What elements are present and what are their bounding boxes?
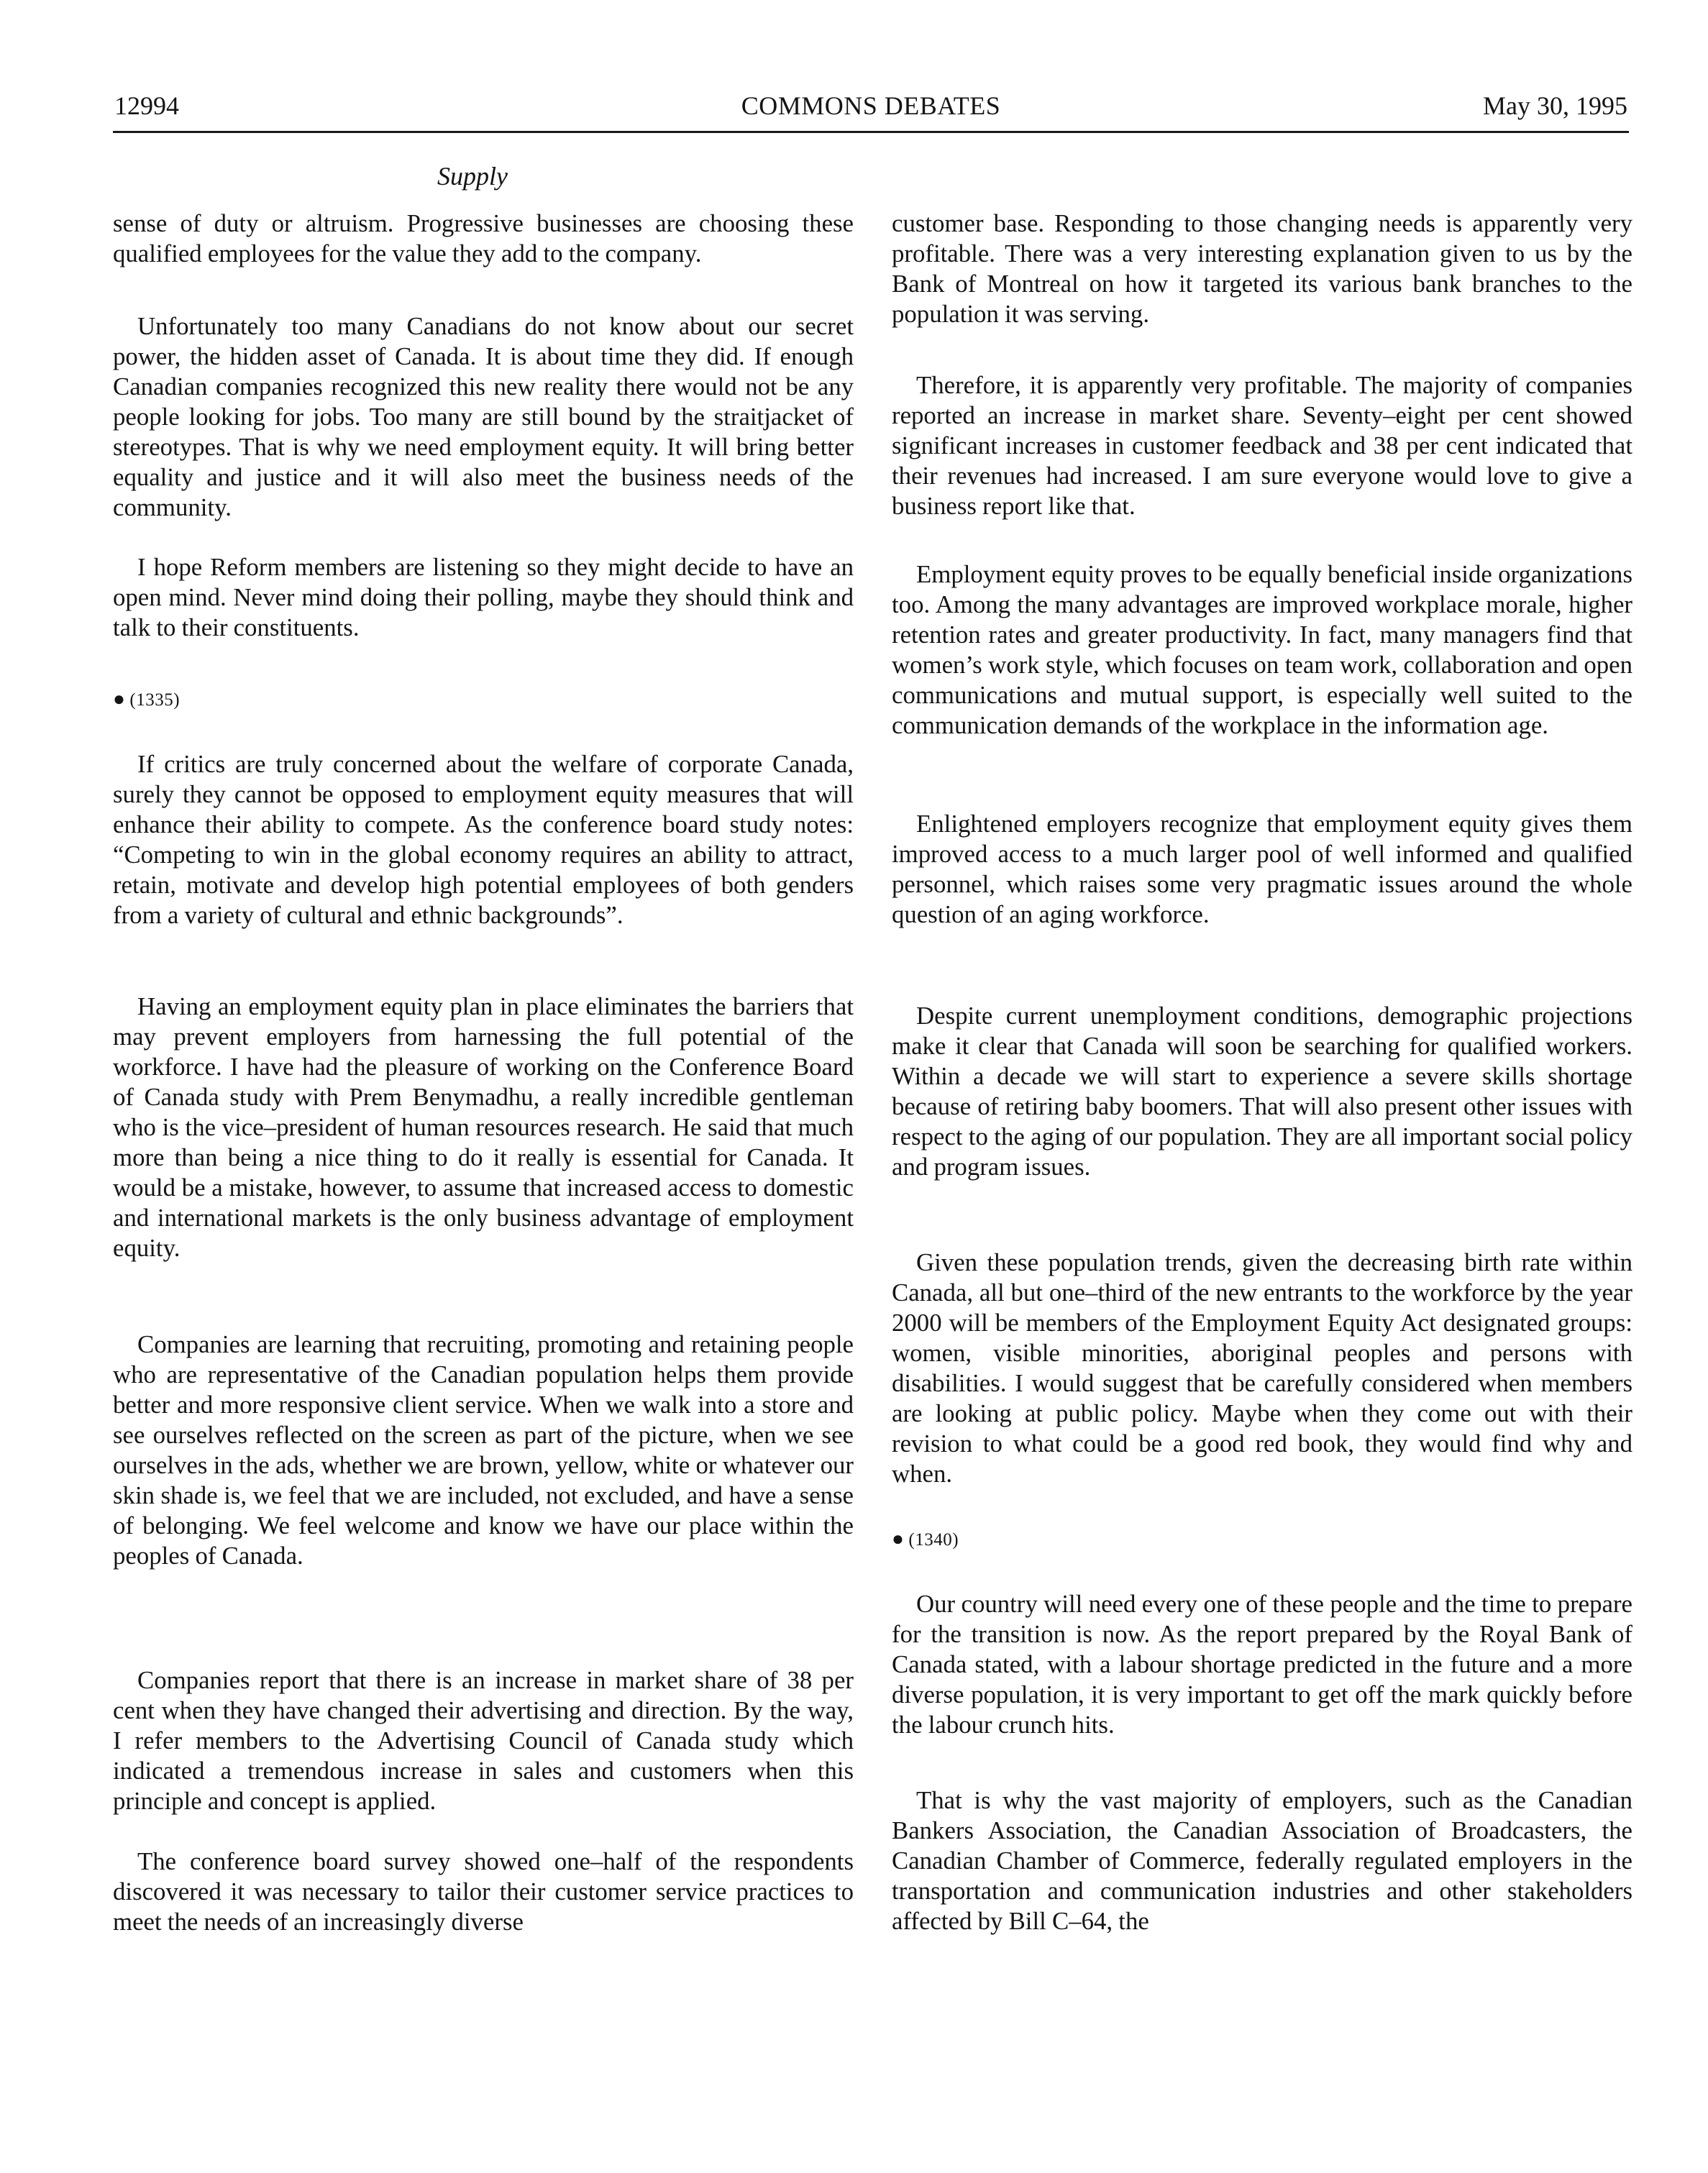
page-header [113, 86, 1629, 133]
time-marker: ● (1335) [113, 688, 181, 710]
paragraph: Companies are learning that recruiting, promoting and retaining people who are representative of the Canadian population helps them provide better and more responsive client service. When we walk into a store and see ourselves reflected on the screen as part of the picture, when we see ourselves in the ads, whether we are brown, yellow, white or whatever our skin shade is, we feel that we are included, not excluded, and have a sense of belonging. We feel welcome and know we have our place within the peoples of Canada. [113, 1330, 854, 1570]
right-column [892, 209, 1632, 1956]
paragraph: Enlightened employers recognize that employment equity gives them improved access to a much larger pool of well informed and qualified personnel, which raises some very pragmatic issues around the whole question of an aging workforce. [892, 810, 1632, 928]
paragraph: Having an employment equity plan in place eliminates the barriers that may prevent employers from harnessing the full potential of the workforce. I have had the pleasure of working on the Conference Board of Canada study with Prem Benymadhu, a really incredible gentleman who is the vice–president of human resources research. He said that much more than being a nice thing to do it really is essential for Canada. It would be a mistake, however, to assume that increased access to domestic and international markets is the only business advantage of employment equity. [113, 992, 854, 1262]
publication-title: COMMONS DEBATES [741, 91, 1001, 120]
bullet-icon: ● [113, 688, 126, 710]
section-label: Supply [437, 162, 508, 191]
time-marker: ● (1340) [892, 1528, 959, 1550]
paragraph: That is why the vast majority of employers, such as the Canadian Bankers Association, the Canadian Association of Broadcasters, the Canadian Chamber of Commerce, federally regulated employers in the transportation and communication industries and other stakeholders affected by Bill C–64, the [892, 1786, 1632, 1935]
paragraph: Given these population trends, given the decreasing birth rate within Canada, all but one–third of the new entrants to the workforce by the year 2000 will be members of the Employment Equity Act designated groups: women, visible minorities, aboriginal peoples and persons with disabilities. I would suggest that be carefully considered when members are looking at public policy. Maybe when they come out with their revision to what could be a good red book, they would find why and when. [892, 1248, 1632, 1488]
paragraph: customer base. Responding to those changing needs is apparently very profitable. There was a very interesting explanation given to us by the Bank of Montreal on how it targeted its various bank branches to the population it was serving. [892, 209, 1632, 328]
paragraph: Companies report that there is an increase in market share of 38 per cent when they have changed their advertising and direction. By the way, I refer members to the Advertising Council of Canada study which indicated a tremendous increase in sales and customers when this principle and concept is applied. [113, 1666, 854, 1815]
paragraph: Employment equity proves to be equally beneficial inside organizations too. Among the many advantages are improved workplace morale, higher retention rates and greater productivity. In fact, many managers find that women’s work style, which focuses on team work, collaboration and open communications and mutual support, is especially well suited to the communication demands of the workplace in the information age. [892, 560, 1632, 739]
paragraph: Our country will need every one of these people and the time to prepare for the transition is now. As the report prepared by the Royal Bank of Canada stated, with a labour shortage predicted in the future and a more diverse population, it is very important to get off the mark quickly before the labour crunch hits. [892, 1590, 1632, 1739]
paragraph: Despite current unemployment conditions, demographic projections make it clear that Canada will soon be searching for qualified workers. Within a decade we will start to experience a severe skills shortage because of retiring baby boomers. That will also present other issues with respect to the aging of our population. They are all important social policy and program issues. [892, 1002, 1632, 1181]
page-number: 12994 [114, 91, 179, 120]
paragraph: I hope Reform members are listening so they might decide to have an open mind. Never mind doing their polling, maybe they should think and talk to their constituents. [113, 553, 854, 641]
bullet-icon: ● [892, 1528, 905, 1550]
left-column [113, 209, 854, 1956]
paragraph: The conference board survey showed one–half of the respondents discovered it was necessary to tailor their customer service practices to meet the needs of an increasingly diverse [113, 1847, 854, 1936]
issue-date: May 30, 1995 [1483, 91, 1627, 120]
paragraph: Unfortunately too many Canadians do not know about our secret power, the hidden asset of Canada. It is about time they did. If enough Canadian companies recognized this new reality there would not be any people looking for jobs. Too many are still bound by the straitjacket of stereotypes. That is why we need employment equity. It will bring better equality and justice and it will also meet the business needs of the community. [113, 312, 854, 521]
paragraph: Therefore, it is apparently very profitable. The majority of companies reported an increase in market share. Seventy–eight per cent showed significant increases in customer feedback and 38 per cent indicated that their revenues had increased. I am sure everyone would love to give a business report like that. [892, 371, 1632, 520]
paragraph: sense of duty or altruism. Progressive businesses are choosing these qualified employees for the value they add to the company. [113, 209, 854, 267]
paragraph: If critics are truly concerned about the welfare of corporate Canada, surely they cannot be opposed to employment equity measures that will enhance their ability to compete. As the conference board study notes: “Competing to win in the global economy requires an ability to attract, retain, motivate and develop high potential employees of both genders from a variety of cultural and ethnic backgrounds”. [113, 750, 854, 929]
